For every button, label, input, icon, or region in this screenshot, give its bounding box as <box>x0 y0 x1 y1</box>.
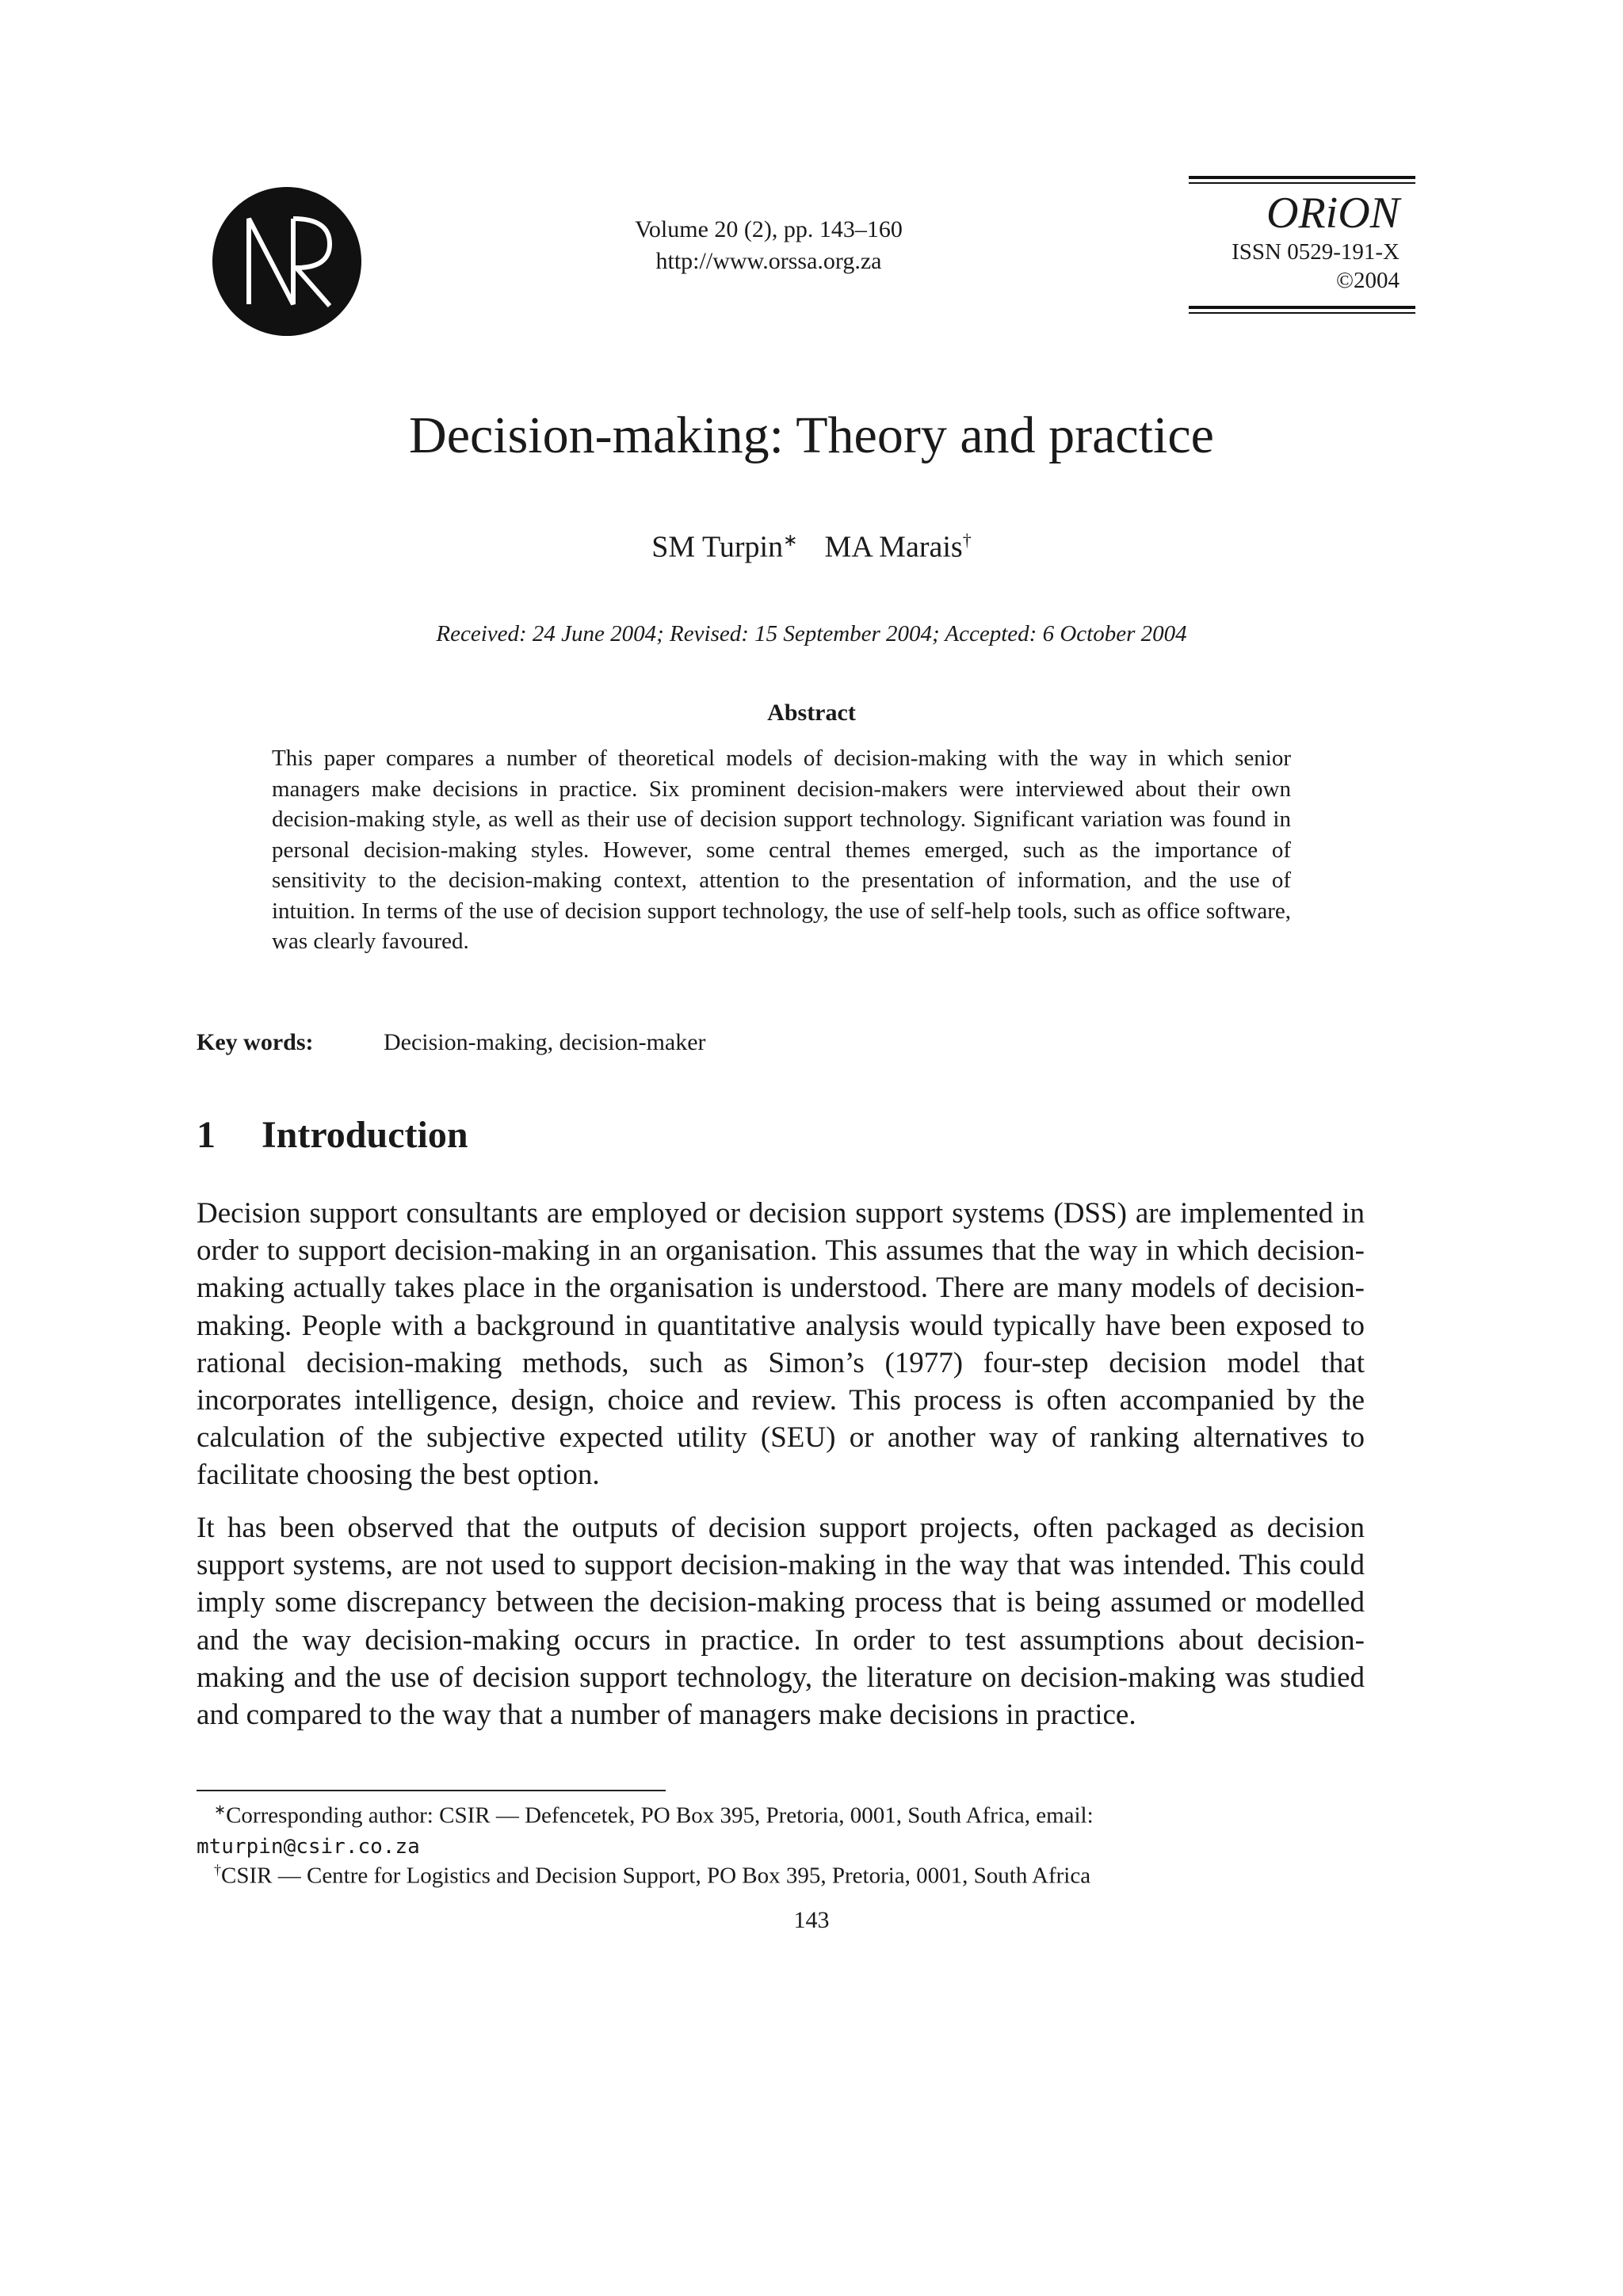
journal-masthead <box>1189 176 1415 314</box>
submission-dates: Received: 24 June 2004; Revised: 15 September 2004; Accepted: 6 October 2004 <box>436 621 1187 646</box>
author-name: MA Marais <box>824 530 963 564</box>
copyright: ©2004 <box>1335 268 1400 293</box>
volume-line: Volume 20 (2), pp. 143–160 <box>635 216 903 242</box>
footnote <box>197 1855 1365 1891</box>
masthead-bottom-rule <box>1189 306 1415 314</box>
footnote-mark: † <box>214 1862 221 1878</box>
author-name: SM Turpin <box>651 530 784 564</box>
body-paragraph: It has been observed that the outputs of decision support projects, often packaged as decision support systems, are not used to support decision-making in the way that was intended. This could imply some discrepancy between the decision-making process that is being assumed or modelled and the way decision-making occurs in practice. In order to test assumptions about decision-making and the use of decision support technology, the literature on decision-making was studied and compared to the way that a number of managers make decisions in practice. <box>197 1512 1365 1732</box>
author-footnote-mark[interactable]: ∗ <box>783 530 798 550</box>
body-paragraph: Decision support consultants are employed or decision support systems (DSS) are implemented in order to support decision-making in an organisation. This assumes that the way in which decision-making actually takes place in the organisation is understood. There are many models of decision-making. People with a background in quantitative analysis would typically have been exposed to rational decision-making methods, such as Simon’s (1977) four-step decision model that incorporates intelligence, design, choice and review. This process is often accompanied by the calculation of the subjective expected utility (SEU) or another way of ranking alternatives to facilitate choosing the best option. <box>197 1197 1365 1492</box>
paper-title: Decision-making: Theory and practice <box>409 406 1214 464</box>
journal-logo <box>211 185 363 338</box>
section-title: Introduction <box>262 1114 468 1156</box>
footnote-email[interactable]: mturpin@csir.co.za <box>197 1834 420 1859</box>
keywords <box>197 1027 1385 1058</box>
section-number: 1 <box>197 1114 216 1156</box>
footnote <box>197 1794 1365 1862</box>
abstract-text: This paper compares a number of theoretical models of decision-making with the way in which senior managers make decisions in practice. Six prominent decision-makers were interviewed about their own decision-making style, as well as their use of decision support technology. Significant variation was found in personal decision-making styles. However, some central themes emerged, such as the importance of sensitivity to the decision-making context, attention to the presentation of information, and the use of intuition. In terms of the use of decision support technology, the use of self-help tools, such as office software, was clearly favoured. <box>272 746 1291 954</box>
masthead-top-rule <box>1189 176 1415 184</box>
issn: ISSN 0529-191-X <box>1232 239 1400 265</box>
keywords-label: Key words: <box>197 1029 314 1055</box>
author-list <box>0 521 1623 566</box>
journal-name: ORiON <box>1266 189 1400 238</box>
page-number: 143 <box>793 1907 830 1933</box>
journal-info <box>555 214 983 277</box>
footnote-text: CSIR — Centre for Logistics and Decision Support, PO Box 395, Pretoria, 0001, South Africa <box>221 1863 1091 1889</box>
footnote-rule <box>197 1790 666 1791</box>
footnote-mark: ∗ <box>214 1802 227 1817</box>
author-footnote-mark[interactable]: † <box>962 530 972 550</box>
journal-url[interactable]: http://www.orssa.org.za <box>655 248 882 274</box>
section-heading <box>197 1109 1385 1161</box>
footnote-text: Corresponding author: CSIR — Defencetek, PO Box 395, Pretoria, 0001, South Africa, email: <box>226 1802 1094 1829</box>
keywords-value: Decision-making, decision-maker <box>384 1029 706 1055</box>
abstract-heading: Abstract <box>767 700 856 726</box>
